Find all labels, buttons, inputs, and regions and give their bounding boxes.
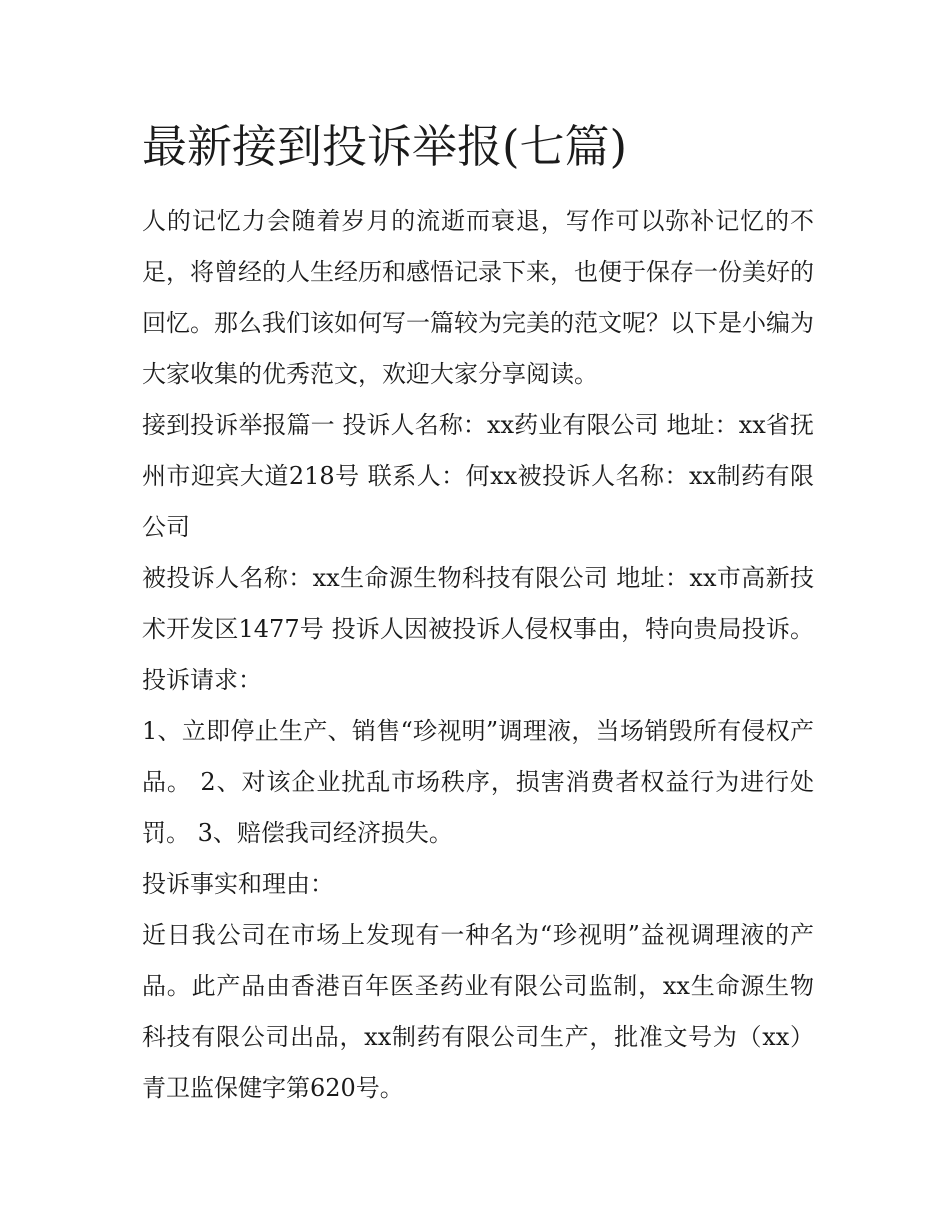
document-title: 最新接到投诉举报(七篇) [142, 120, 628, 173]
complainant-paragraph: 接到投诉举报篇一 投诉人名称：xx药业有限公司 地址：xx省抚州市迎宾大道218号 联系人：何xx被投诉人名称：xx制药有限公司 [142, 411, 814, 541]
document-page [142, 112, 814, 1114]
intro-paragraph: 人的记忆力会随着岁月的流逝而衰退，写作可以弥补记忆的不足，将曾经的人生经历和感悟记录下来，也便于保存一份美好的回忆。那么我们该如何写一篇较为完美的范文呢？以下是小编为大家收集的优秀范文，欢迎大家分享阅读。 [142, 207, 814, 388]
facts-heading: 投诉事实和理由： [142, 870, 334, 898]
facts-paragraph: 近日我公司在市场上发现有一种名为“珍视明”益视调理液的产品。此产品由香港百年医圣药业有限公司监制，xx生命源生物科技有限公司出品，xx制药有限公司生产，批准文号为（xx）青卫监保健字第620号。 [142, 921, 814, 1102]
requests-paragraph: 1、立即停止生产、销售“珍视明”调理液，当场销毁所有侵权产品。 2、对该企业扰乱市场秩序，损害消费者权益行为进行处罚。 3、赔偿我司经济损失。 [142, 717, 814, 847]
respondent-paragraph: 被投诉人名称：xx生命源生物科技有限公司 地址：xx市高新技术开发区1477号 投诉人因被投诉人侵权事由，特向贵局投诉。 投诉请求： [142, 564, 814, 694]
